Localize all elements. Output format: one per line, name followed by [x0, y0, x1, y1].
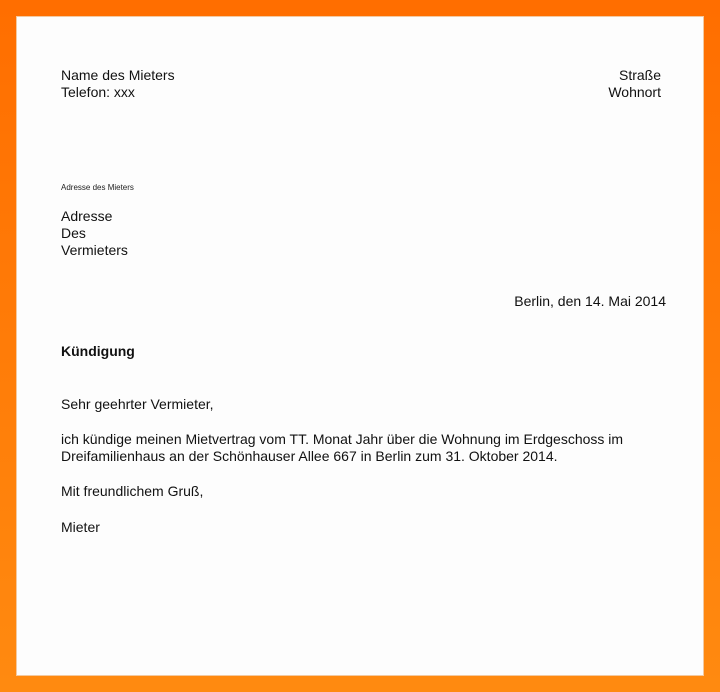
signature: Mieter [61, 519, 100, 535]
sender-phone: Telefon: xxx [61, 84, 135, 100]
letter-page [16, 16, 704, 676]
recipient-line-2: Des [61, 225, 86, 241]
body-line-2: Dreifamilienhaus an der Schönhauser Allee 667 in Berlin zum 31. Oktober 2014. [61, 448, 558, 464]
recipient-line-3: Vermieters [61, 242, 128, 258]
sender-name: Name des Mieters [61, 67, 175, 83]
return-address-label: Adresse des Mieters [61, 183, 134, 192]
sender-street: Straße [618, 67, 661, 83]
recipient-line-1: Adresse [61, 208, 113, 224]
body-line-1: ich kündige meinen Mietvertrag vom TT. Monat Jahr über die Wohnung im Erdgeschoss im [61, 431, 624, 447]
sender-city: Wohnort [608, 84, 661, 100]
date-line: Berlin, den 14. Mai 2014 [514, 293, 666, 309]
closing: Mit freundlichem Gruß, [61, 483, 204, 499]
salutation: Sehr geehrter Vermieter, [61, 396, 214, 412]
subject-line: Kündigung [61, 343, 135, 359]
